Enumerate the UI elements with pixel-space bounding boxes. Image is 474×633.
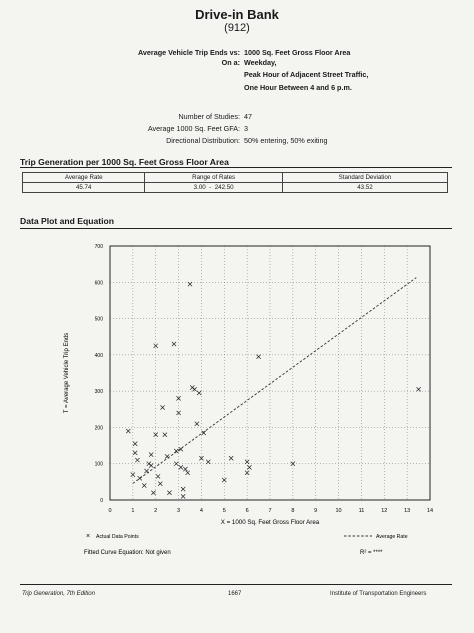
y-tick-label: 300 [94, 389, 103, 396]
legend-point-marker: × [85, 533, 91, 540]
gfa-label: Average 1000 Sq. Feet GFA: [147, 124, 240, 133]
distribution-label: Directional Distribution: [166, 136, 240, 145]
x-tick-label: 14 [426, 508, 434, 514]
range-of-rates-value [145, 183, 282, 193]
plot-section-title: Data Plot and Equation [20, 216, 115, 226]
standard-deviation-value: 43.52 [282, 183, 447, 193]
x-tick-label: 3 [177, 508, 181, 514]
data-point [197, 391, 201, 395]
x-tick-label: 8 [291, 508, 295, 514]
y-tick-label: 200 [94, 425, 103, 432]
scatter-plot [0, 232, 474, 572]
studies-value: 47 [244, 112, 252, 121]
gfa-value: 3 [244, 124, 248, 133]
data-point [245, 460, 249, 464]
footer-page-number: 1667 [228, 591, 242, 597]
data-point [142, 483, 146, 487]
x-tick-label: 10 [335, 508, 342, 514]
data-point [149, 463, 153, 467]
data-point [135, 458, 139, 462]
x-tick-label: 1 [131, 508, 135, 514]
data-point [133, 451, 137, 455]
data-point [183, 467, 187, 471]
axis-ticks [95, 244, 433, 514]
header-range-of-rates: Range of Rates [145, 173, 282, 183]
x-tick-label: 4 [199, 508, 203, 514]
on-line-2: Peak Hour of Adjacent Street Traffic, [244, 70, 369, 79]
data-point [151, 491, 155, 495]
data-point [131, 473, 135, 477]
data-point [154, 344, 158, 348]
data-point [126, 429, 130, 433]
table-header-row [23, 173, 448, 183]
x-tick-label: 5 [222, 508, 226, 514]
metric-value: 1000 Sq. Feet Gross Floor Area [244, 48, 351, 57]
data-point [154, 433, 158, 437]
fitted-curve-equation: Fitted Curve Equation: Not given [84, 550, 171, 556]
x-tick-label: 12 [381, 508, 388, 514]
y-tick-label: 700 [94, 244, 103, 250]
x-tick-label: 11 [358, 508, 365, 514]
y-tick-label: 400 [94, 352, 103, 359]
data-point [188, 282, 192, 286]
data-point [416, 387, 420, 391]
on-label: On a: [221, 58, 240, 67]
y-tick-label: 600 [94, 280, 103, 287]
data-point [158, 482, 162, 486]
data-point [174, 462, 178, 466]
data-point [179, 465, 183, 469]
footer-publisher: Institute of Transportation Engineers [330, 591, 427, 597]
y-axis-label: T = Average Vehicle Trip Ends [64, 332, 70, 414]
data-point [133, 442, 137, 446]
range-low: 3.00 [193, 184, 206, 191]
y-tick-label: 500 [94, 316, 103, 323]
data-point [167, 491, 171, 495]
x-tick-label: 13 [404, 508, 411, 514]
average-rate-line [133, 278, 416, 484]
section-rule [20, 167, 452, 168]
distribution-value: 50% entering, 50% exiting [244, 136, 328, 145]
data-point [156, 474, 160, 478]
footer-edition: Trip Generation, 7th Edition [22, 591, 95, 597]
section-rule [20, 228, 452, 229]
data-point [247, 465, 251, 469]
on-line-3: One Hour Between 4 and 6 p.m. [244, 83, 352, 92]
data-point [160, 405, 164, 409]
legend-line-label: Average Rate [376, 534, 408, 540]
range-high: 242.50 [214, 184, 234, 191]
data-point [163, 433, 167, 437]
header-average-rate: Average Rate [23, 173, 145, 183]
range-separator: - [209, 184, 212, 191]
data-point [195, 422, 199, 426]
x-axis-label: X = 1000 Sq. Feet Gross Floor Area [220, 519, 320, 526]
header-standard-deviation: Standard Deviation [282, 173, 447, 183]
x-tick-label: 0 [108, 508, 112, 514]
rates-table [22, 172, 448, 193]
data-point [206, 460, 210, 464]
data-point [229, 456, 233, 460]
data-point [149, 453, 153, 457]
studies-label: Number of Studies: [178, 112, 240, 121]
y-tick-label: 100 [94, 461, 103, 468]
footer-rule [20, 584, 452, 585]
table-row [23, 183, 448, 193]
data-point [181, 494, 185, 498]
data-point [186, 471, 190, 475]
plot-grid [110, 246, 430, 500]
average-rate-value: 45.74 [23, 183, 145, 193]
y-tick-label: 0 [100, 498, 103, 504]
legend-points-label: Actual Data Points [96, 534, 139, 540]
x-tick-label: 2 [154, 508, 158, 514]
x-tick-label: 9 [314, 508, 318, 514]
page-title: Drive-in Bank [195, 7, 279, 22]
x-tick-label: 7 [268, 508, 272, 514]
data-point [181, 487, 185, 491]
rates-section-title: Trip Generation per 1000 Sq. Feet Gross Floor Area [20, 157, 229, 167]
data-points [126, 282, 420, 498]
data-point [172, 342, 176, 346]
data-point [256, 355, 260, 359]
metric-label: Average Vehicle Trip Ends vs: [138, 48, 240, 57]
data-point [222, 478, 226, 482]
land-use-code: (912) [224, 22, 250, 34]
on-line-1: Weekday, [244, 58, 277, 67]
x-tick-label: 6 [245, 508, 249, 514]
r-squared-label: R² = **** [360, 550, 383, 556]
data-point [192, 387, 196, 391]
